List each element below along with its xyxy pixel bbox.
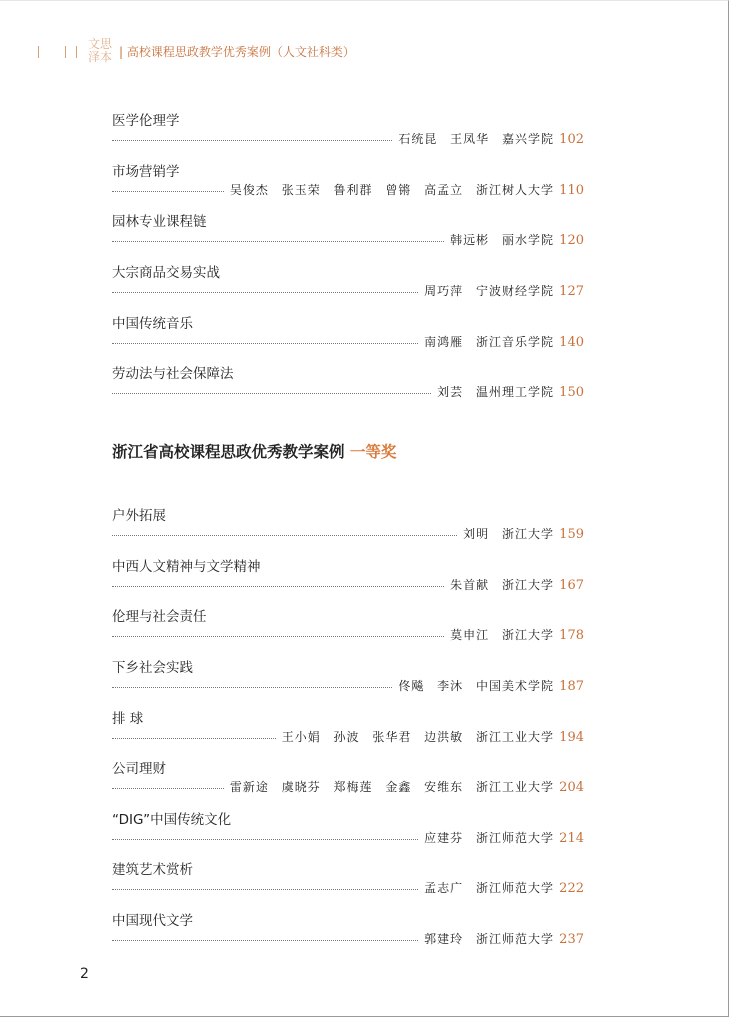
entry-authors: 佟飚 李沐 中国美术学院 [398,679,554,693]
toc-entry[interactable] [112,555,584,599]
toc-entry[interactable] [112,312,584,356]
entry-page-number: 222 [559,881,584,896]
entry-page-number: 204 [559,780,584,795]
entry-authors: 南鸿雁 浙江音乐学院 [424,335,554,349]
entry-title: 排 球 [112,711,144,727]
dot-leader [112,140,392,141]
toc-entry[interactable] [112,160,584,204]
toc-entry[interactable] [112,210,584,254]
dot-leader [112,889,418,890]
entry-authors: 朱首献 浙江大学 [450,578,554,592]
entry-page-number: 167 [559,578,584,593]
entry-authors: 王小娟 孙波 张华君 边洪敏 浙江工业大学 [281,730,554,744]
entry-title: 园林专业课程链 [112,214,207,230]
entry-page-number: 237 [559,932,584,947]
dot-leader [112,241,444,242]
header-rule [76,46,77,58]
entry-title: 户外拓展 [112,508,166,524]
toc-entry[interactable] [112,909,584,953]
entry-page-number: 110 [559,183,584,198]
section-title: 浙江省高校课程思政优秀教学案例 [112,443,345,461]
entry-title: 公司理财 [112,761,166,777]
entry-title: 建筑艺术赏析 [112,862,193,878]
entry-authors: 刘芸 温州理工学院 [437,385,554,399]
dot-leader [112,687,392,688]
entry-page-number: 150 [559,385,584,400]
entry-authors: 刘明 浙江大学 [463,527,554,541]
dot-leader [112,292,418,293]
toc-entry[interactable] [112,656,584,700]
dot-leader [112,636,444,637]
entry-page-number: 120 [559,233,584,248]
entry-title: 医学伦理学 [112,113,180,129]
dot-leader [112,940,418,941]
entry-page-number: 194 [559,730,584,745]
dot-leader [112,738,276,739]
page-number: 2 [80,966,89,982]
entry-authors: 莫申江 浙江大学 [450,628,554,642]
entry-page-number: 159 [559,527,584,542]
entry-page-number: 127 [559,284,584,299]
entry-page-number: 102 [559,132,584,147]
entry-page-number: 178 [559,628,584,643]
toc-entry[interactable] [112,858,584,902]
entry-authors: 石统昆 王凤华 嘉兴学院 [398,132,554,146]
logo-line-2: 泽本 [88,50,113,64]
entry-authors: 孟志广 浙江师范大学 [424,881,554,895]
dot-leader [112,343,418,344]
entry-title: 下乡社会实践 [112,660,193,676]
entry-page-number: 140 [559,335,584,350]
entry-title: 劳动法与社会保障法 [112,366,234,382]
toc-entry[interactable] [112,261,584,305]
section-heading [112,440,396,462]
entry-title: “DIG”中国传统文化 [112,812,232,828]
book-title: | 高校课程思政教学优秀案例（人文社科类） [119,45,355,59]
dot-leader [112,191,224,192]
toc-entry[interactable] [112,605,584,649]
award-level: 一等奖 [349,443,397,461]
toc-entry[interactable] [112,362,584,406]
toc-entry[interactable] [112,808,584,852]
dot-leader [112,586,444,587]
entry-page-number: 214 [559,831,584,846]
dot-leader [112,839,418,840]
entry-page-number: 187 [559,679,584,694]
entry-authors: 周巧萍 宁波财经学院 [424,284,554,298]
logo-line-1: 文思 [88,37,113,51]
header-rule [65,46,66,58]
entry-title: 中西人文精神与文学精神 [112,559,261,575]
running-header [0,36,729,68]
entry-authors: 应建芬 浙江师范大学 [424,831,554,845]
toc-entry[interactable] [112,707,584,751]
toc-entry[interactable] [112,109,584,153]
dot-leader [112,788,224,789]
entry-title: 伦理与社会责任 [112,609,207,625]
toc-entry[interactable] [112,504,584,548]
entry-title: 大宗商品交易实战 [112,265,220,281]
toc-entry[interactable] [112,757,584,801]
entry-title: 中国传统音乐 [112,316,193,332]
entry-authors: 韩远彬 丽水学院 [450,233,554,247]
dot-leader [112,535,457,536]
entry-authors: 雷新途 虞晓芬 郑梅莲 金鑫 安维东 浙江工业大学 [229,780,554,794]
entry-title: 市场营销学 [112,164,180,180]
dot-leader [112,393,431,394]
entry-title: 中国现代文学 [112,913,193,929]
series-logo [88,38,114,64]
entry-authors: 吴俊杰 张玉荣 鲁利群 曾锵 高孟立 浙江树人大学 [229,183,554,197]
header-rule [38,46,39,58]
entry-authors: 郭建玲 浙江师范大学 [424,932,554,946]
